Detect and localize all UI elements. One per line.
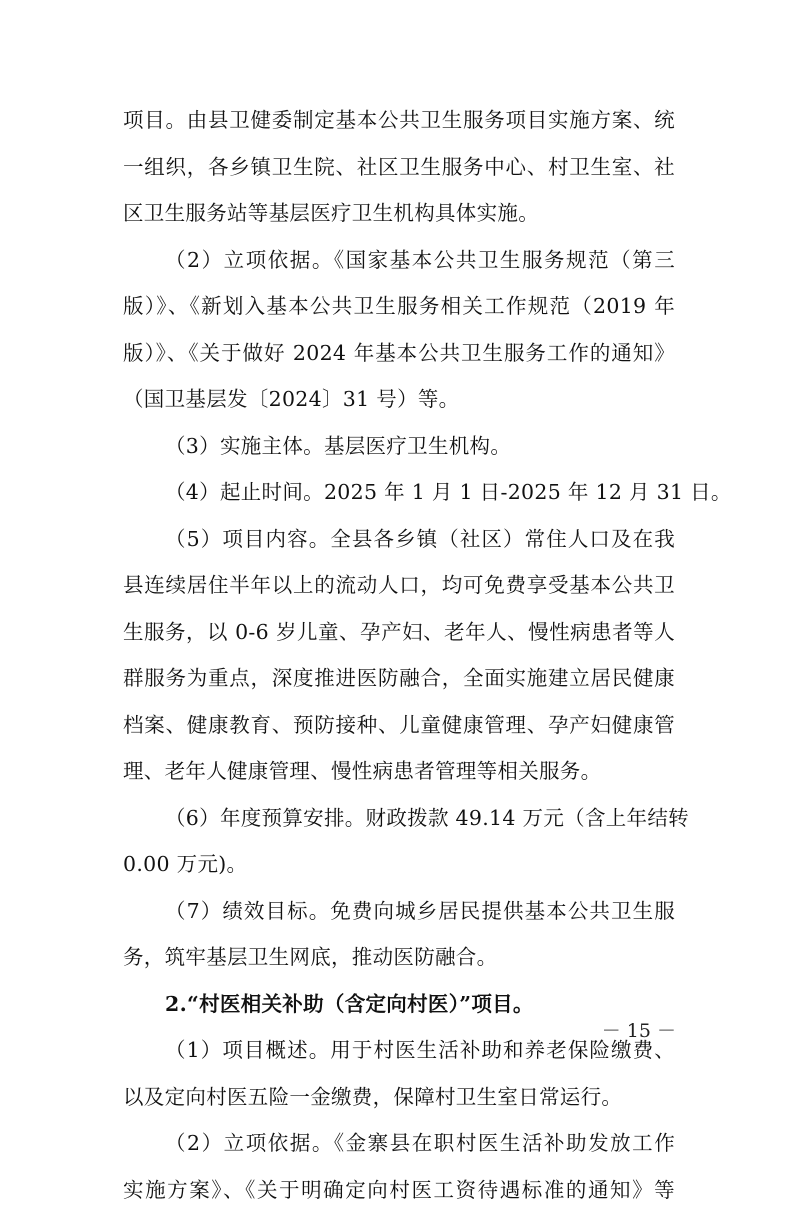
- text-line: 版）》、《新划入基本公共卫生服务相关工作规范（2019 年: [123, 283, 675, 330]
- text-line: （5）项目内容。全县各乡镇（社区）常住人口及在我: [123, 516, 675, 563]
- text-line: 县连续居住半年以上的流动人口，均可免费享受基本公共卫: [123, 562, 675, 609]
- text-line: 版）》、《关于做好 2024 年基本公共卫生服务工作的通知》: [123, 330, 675, 377]
- text-line: （6）年度预算安排。财政拨款 49.14 万元（含上年结转: [123, 795, 675, 842]
- text-line: 理、老年人健康管理、慢性病患者管理等相关服务。: [123, 748, 675, 795]
- text-line: 务，筑牢基层卫生网底，推动医防融合。: [123, 934, 675, 981]
- text-line: 实施方案》、《关于明确定向村医工资待遇标准的通知》等: [123, 1167, 675, 1213]
- text-line: （3）实施主体。基层医疗卫生机构。: [123, 423, 675, 470]
- text-line: 生服务，以 0-6 岁儿童、孕产妇、老年人、慢性病患者等人: [123, 609, 675, 656]
- text-line: （1）项目概述。用于村医生活补助和养老保险缴费、: [123, 1027, 675, 1074]
- text-line: 一组织，各乡镇卫生院、社区卫生服务中心、村卫生室、社: [123, 144, 675, 191]
- text-line: 项目。由县卫健委制定基本公共卫生服务项目实施方案、统: [123, 97, 675, 144]
- page-number: － 15 －: [596, 1016, 676, 1043]
- text-line: （2）立项依据。《国家基本公共卫生服务规范（第三: [123, 237, 675, 284]
- text-line: 以及定向村医五险一金缴费，保障村卫生室日常运行。: [123, 1074, 675, 1121]
- section-heading: 2.“村医相关补助（含定向村医）”项目。: [123, 981, 675, 1028]
- text-line: 档案、健康教育、预防接种、儿童健康管理、孕产妇健康管: [123, 702, 675, 749]
- text-line: （2）立项依据。《金寨县在职村医生活补助发放工作: [123, 1120, 675, 1167]
- text-line: 0.00 万元)。: [123, 841, 675, 888]
- document-body: [123, 97, 675, 1213]
- text-line: （4）起止时间。2025 年 1 月 1 日-2025 年 12 月 31 日。: [123, 469, 675, 516]
- text-line: （国卫基层发〔2024〕31 号）等。: [123, 376, 675, 423]
- text-line: 区卫生服务站等基层医疗卫生机构具体实施。: [123, 190, 675, 237]
- text-line: （7）绩效目标。免费向城乡居民提供基本公共卫生服: [123, 888, 675, 935]
- text-line: 群服务为重点，深度推进医防融合，全面实施建立居民健康: [123, 655, 675, 702]
